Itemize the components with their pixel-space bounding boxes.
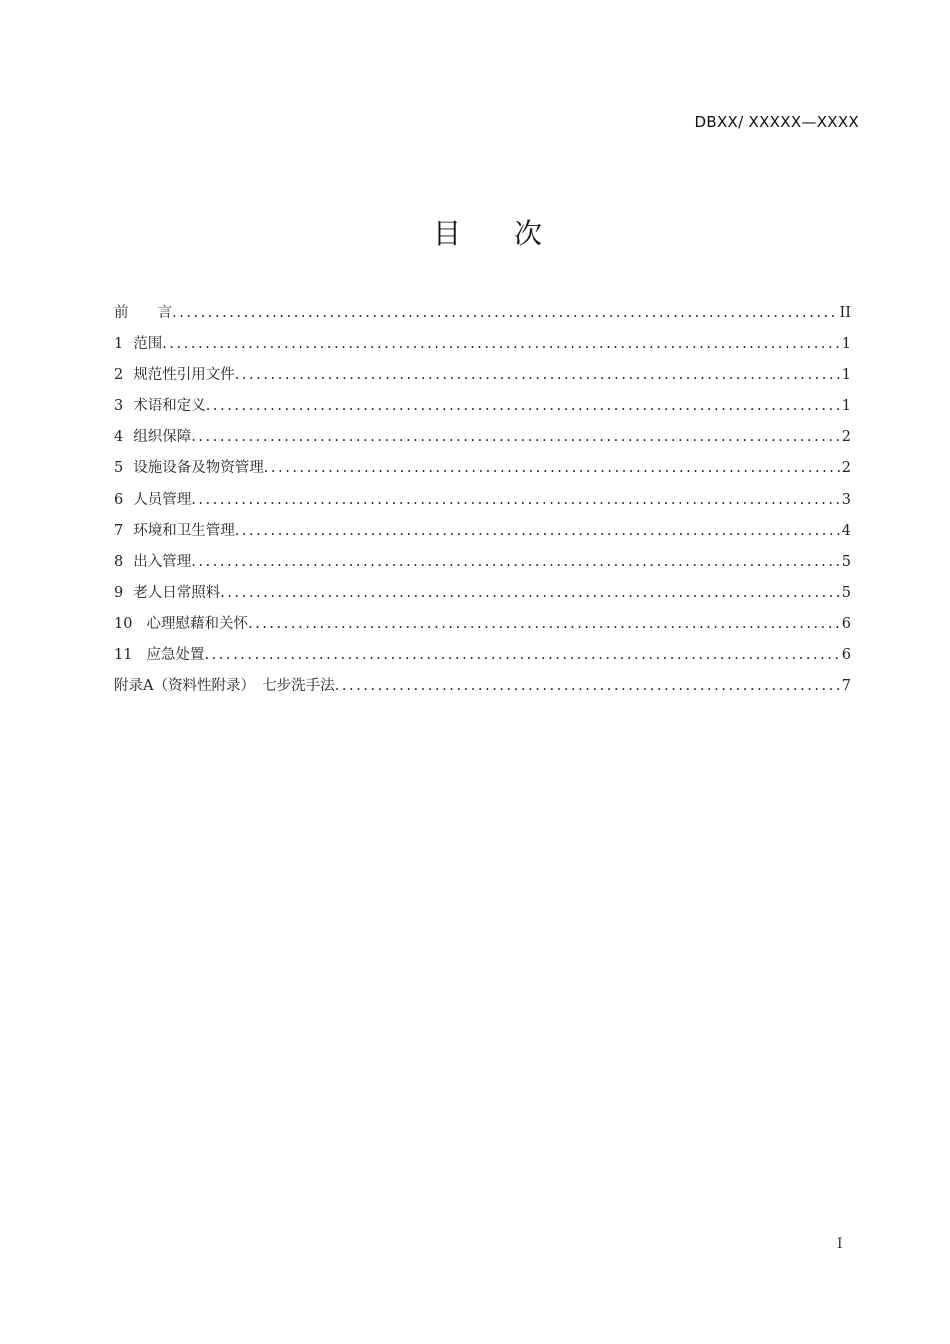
toc-label: 术语和定义 <box>133 398 206 415</box>
toc-entry-3[interactable] <box>114 391 851 422</box>
title-char-2: 次 <box>513 217 542 250</box>
toc-section-number: 2 <box>114 367 124 384</box>
toc-page-number: 4 <box>841 522 851 539</box>
toc-entry-11[interactable] <box>114 640 851 671</box>
toc-label: 心理慰藉和关怀 <box>146 615 248 632</box>
toc-page-number: 1 <box>841 398 851 415</box>
toc-page-number: 6 <box>841 615 851 632</box>
toc-section-number: 9 <box>114 584 124 601</box>
toc-leader-dots <box>206 391 841 422</box>
title-char-1: 目 <box>433 217 462 250</box>
toc-section-number: 7 <box>114 522 124 539</box>
toc-section-number: 8 <box>114 553 124 570</box>
toc-label: 应急处置 <box>146 647 205 664</box>
toc-entry-9[interactable] <box>114 578 851 609</box>
toc-entry-7[interactable] <box>114 516 851 547</box>
toc-label: 环境和卫生管理 <box>133 522 235 539</box>
toc-page-number: 2 <box>841 429 851 446</box>
toc-section-number: 5 <box>114 460 124 477</box>
toc-label: 规范性引用文件 <box>133 367 235 384</box>
toc-leader-dots <box>335 671 841 702</box>
toc-label: 附录A（资料性附录） 七步洗手法 <box>114 678 335 695</box>
toc-entry-appendix-a[interactable] <box>114 671 851 702</box>
table-of-contents <box>114 298 851 702</box>
toc-leader-dots <box>172 298 839 329</box>
toc-label: 前 言 <box>114 305 172 321</box>
toc-section-number: 1 <box>114 336 124 353</box>
toc-label: 设施设备及物资管理 <box>133 460 264 477</box>
toc-leader-dots <box>191 547 841 578</box>
toc-leader-dots <box>191 485 841 516</box>
toc-label: 老人日常照料 <box>133 584 221 601</box>
toc-leader-dots <box>235 516 841 547</box>
toc-entry-2[interactable] <box>114 360 851 391</box>
toc-entry-1[interactable] <box>114 329 851 360</box>
toc-page-number: 1 <box>841 336 851 353</box>
toc-page-number: 7 <box>841 678 851 695</box>
toc-section-number: 11 <box>114 647 133 664</box>
toc-leader-dots <box>204 640 840 671</box>
toc-page-number: 2 <box>841 460 851 477</box>
toc-leader-dots <box>264 453 841 484</box>
toc-page-number: II <box>839 305 851 321</box>
toc-entry-5[interactable] <box>114 453 851 484</box>
toc-label: 组织保障 <box>133 429 192 446</box>
toc-page-number: 3 <box>841 491 851 508</box>
toc-entry-10[interactable] <box>114 609 851 640</box>
toc-label: 范围 <box>133 336 163 353</box>
toc-entry-4[interactable] <box>114 422 851 453</box>
toc-leader-dots <box>162 329 841 360</box>
toc-leader-dots <box>220 578 841 609</box>
toc-page-number: 5 <box>841 553 851 570</box>
page-title <box>0 212 950 252</box>
page-number: I <box>837 1236 843 1252</box>
toc-section-number: 3 <box>114 398 124 415</box>
toc-section-number: 4 <box>114 429 124 446</box>
toc-leader-dots <box>235 360 841 391</box>
toc-section-number: 10 <box>114 615 133 632</box>
toc-page-number: 6 <box>841 647 851 664</box>
toc-section-number: 6 <box>114 491 124 508</box>
toc-label: 出入管理 <box>133 553 192 570</box>
toc-leader-dots <box>191 422 841 453</box>
toc-label: 人员管理 <box>133 491 192 508</box>
toc-page-number: 1 <box>841 367 851 384</box>
toc-page-number: 5 <box>841 584 851 601</box>
toc-entry-8[interactable] <box>114 547 851 578</box>
toc-leader-dots <box>248 609 841 640</box>
toc-entry-6[interactable] <box>114 485 851 516</box>
toc-entry-preface[interactable] <box>114 298 851 329</box>
document-code: DBXX/ XXXXX—XXXX <box>694 113 859 131</box>
